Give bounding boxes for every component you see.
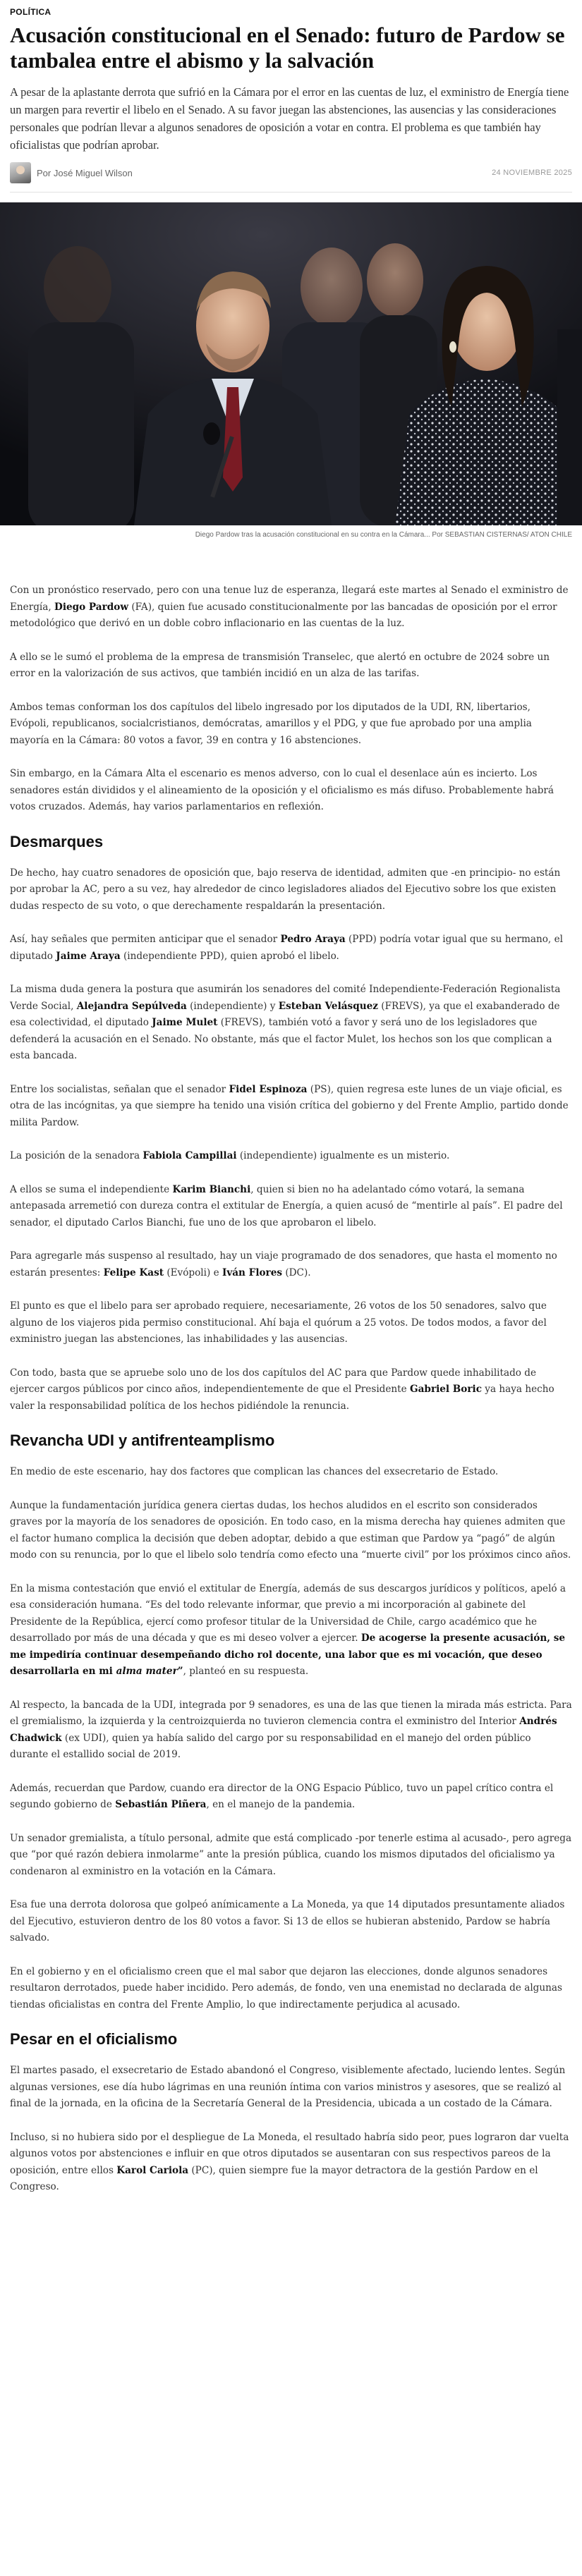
person-name: Pedro Araya	[280, 934, 346, 945]
author-avatar[interactable]	[10, 162, 31, 183]
person-name: Fidel Espinoza	[229, 1083, 308, 1095]
text-run: (FREVS), también votó a favor y será uno de los legisladores que defenderá la acusación en el Senado. No obstante, más que el factor Mulet, los hechos son los que complican a esta bancada.	[10, 1017, 552, 1061]
paragraph: El punto es que el libelo para ser aprobado requiere, necesariamente, 26 votos de los 50 senadores, salvo que alguno de los viajeros pida permiso constitucional. Ahí baja el quórum a 25 votos. De todos modos, a favor del exministro juegan las abstenciones, las inhabilidades y las ausencias.	[10, 1300, 547, 1345]
text-run: (FREVS), ya que el exabanderado de esa colectividad, el diputado	[10, 1000, 560, 1028]
section-heading: Desmarques	[10, 832, 104, 850]
paragraph	[10, 1082, 572, 1132]
paragraph: Aunque la fundamentación jurídica genera ciertas dudas, los hechos aludidos en el escrito son considerados graves por la mayoría de los senadores de oposición. En todo caso, en la misma derecha hay quienes admiten que el factor humano complica la decisión que deben adoptar, debido a que estiman que Pardow ya “pagó” de algún modo con su renuncia, por lo que el libelo solo tendría como efecto una “muerte civil” por los próximos cinco años.	[10, 1499, 571, 1561]
section-tag[interactable]: POLÍTICA	[10, 7, 51, 17]
person-name: Diego Pardow	[54, 601, 129, 613]
text-run: ya haya hecho valer la responsabilidad política de los hechos pidiéndole la renuncia.	[10, 1384, 554, 1412]
text-run: Incluso, si no hubiera sido por el despliegue de La Moneda, el resultado habría sido peor, pues lograron dar vuelta algunos votos por abstenciones e influir en que otros diputados se ausentaran con sus respectivos pareos de la oposición, entre ellos	[10, 2131, 569, 2176]
paragraph	[10, 982, 572, 1065]
text-run: , quien si bien no ha adelantado cómo votará, la semana antepasada arremetió con dureza contra el extitular de Energía, a quien acusó de “mentirle al país”. El padre del senador, el diputado Carlos Bianchi, fue uno de los que aprobaron el libelo.	[10, 1183, 563, 1228]
text-run: Entre los socialistas, señalan que el senador	[10, 1083, 229, 1095]
person-name: Jaime Mulet	[152, 1017, 218, 1028]
paragraph	[10, 1148, 572, 1165]
hero-photo	[0, 202, 582, 525]
text-run: (PC), quien siempre fue la mayor detractora de la gestión Pardow en el Congreso.	[10, 2164, 538, 2192]
text-run: (FA), quien fue acusado constitucionalmente por las bancadas de oposición por el error metodológico que derivó en un doble cobro inflacionario en las cuentas de la luz.	[10, 601, 557, 629]
paragraph: Ambos temas conforman los dos capítulos del libelo ingresado por los diputados de la UDI, RN, libertarios, Evópoli, republicanos, socialcristianos, demócratas, amarillos y el PDG, y que fue aprobado por una amplia mayoría en la Cámara: 80 votos a favor, 39 en contra y 16 abstenciones.	[10, 701, 532, 746]
text-run: A ellos se suma el independiente	[10, 1183, 173, 1195]
author-byline[interactable]: Por José Miguel Wilson	[37, 167, 133, 178]
text-run: (independiente) y	[186, 1000, 279, 1012]
photo-caption: Diego Pardow tras la acusación constitucional en su contra en la Cámara... Por SEBASTIAN CISTERNAS/ ATON CHILE	[195, 531, 572, 539]
text-run: (PPD) podría votar igual que su hermano, el diputado	[10, 934, 563, 962]
text-run: , planteó en su respuesta.	[183, 1666, 309, 1677]
text-run: Con un pronóstico reservado, pero con una tenue luz de esperanza, llegará este martes al Senado el exministro de Energía,	[10, 585, 569, 613]
person-name: Esteban Velásquez	[278, 1000, 378, 1012]
text-run: La posición de la senadora	[10, 1150, 143, 1161]
headline: Acusación constitucional en el Senado: futuro de Pardow se tambalea entre el abismo y la salvación	[10, 23, 565, 73]
person-name: Karol Cariola	[116, 2164, 189, 2176]
paragraph	[10, 1781, 572, 1814]
text-run: Además, recuerdan que Pardow, cuando era director de la ONG Espacio Público, tuvo un papel crítico contra el segundo gobierno de	[10, 1782, 554, 1810]
paragraph: De hecho, hay cuatro senadores de oposición que, bajo reserva de identidad, admiten que -en principio- no están por aprobar la AC, pero a su vez, hay alrededor de cinco legisladores aliados del Ejecutivo sobre los que existen dudas respecto de su voto, o que derechamente respaldarán la presentación.	[10, 867, 561, 912]
text-run: En la misma contestación que envió el extitular de Energía, además de sus descargos jurídicos y políticos, apeló a esa consideración humana. “Es del todo relevante informar, que previo a mi incorporación al gabinete del Presidente de la República, ejercí como profesor titular de la Universidad de Chile, cargo académico que he desarrollado por más de una década y que es mi deseo volver a ejercer.	[10, 1582, 566, 1644]
paragraph: Sin embargo, en la Cámara Alta el escenario es menos adverso, con lo cual el desenlace aún es incierto. Los senadores están divididos y el alineamiento de la oposición y el oficialismo es más difuso. Probablemente habrá votos cruzados. Además, hay varios parlamentarios en reflexión.	[10, 768, 554, 812]
person-name: Alejandra Sepúlveda	[76, 1000, 187, 1012]
person-name: Fabiola Campillai	[143, 1150, 237, 1161]
article-header	[0, 0, 582, 193]
section-heading: Pesar en el oficialismo	[10, 2030, 178, 2048]
text-run: (independiente) igualmente es un misterio.	[236, 1150, 450, 1161]
text-run: (Evópoli) e	[164, 1266, 222, 1278]
paragraph: En medio de este escenario, hay dos factores que complican las chances del exsecretario de Estado.	[10, 1466, 499, 1477]
paragraph	[10, 1697, 572, 1764]
person-name: Sebastián Piñera	[115, 1799, 207, 1810]
person-name: Karim Bianchi	[172, 1183, 251, 1195]
person-name: Felipe Kast	[103, 1266, 164, 1278]
paragraph	[10, 1248, 572, 1281]
text-run: La misma duda genera la postura que asumirán los senadores del comité Independiente-Federación Regionalista Verde Social,	[10, 984, 561, 1012]
paragraph: Un senador gremialista, a título personal, admite que está complicado -por tenerle estima al acusado-, pero agrega que “por qué razón debiera inmolarme” ante la presión pública, cuando los mismos diputados del oficialismo ya condenaron al exministro en la votación en la Cámara.	[10, 1832, 572, 1877]
section-heading: Revancha UDI y antifrenteamplismo	[10, 1432, 275, 1449]
paragraph	[10, 932, 572, 965]
person-name: Iván Flores	[222, 1266, 283, 1278]
paragraph: Esa fue una derrota dolorosa que golpeó anímicamente a La Moneda, ya que 14 diputados presuntamente aliados del Ejecutivo, estuvieron dentro de los 80 votos a favor. Si 13 de ellos se hubieran abstenido, Pardow se habría salvado.	[10, 1899, 565, 1943]
author-block	[10, 162, 133, 183]
text-run: Con todo, basta que se apruebe solo uno de los dos capítulos del AC para que Pardow quede inhabilitado de ejercer cargos públicos por cinco años, independientemente de que el Presidente	[10, 1367, 537, 1395]
byline-row	[10, 162, 572, 193]
person-name: Andrés Chadwick	[10, 1716, 557, 1744]
dek: A pesar de la aplastante derrota que sufrió en la Cámara por el error en las cuentas de luz, el exministro de Energía tiene un margen para revertir el libelo en el Senado. A su favor juegan las abstenciones, las ausencias y las consideraciones personales que podrían llevar a algunos senadores de oposición a votar en contra. El problema es que también hay oficialistas que podrían aprobar.	[10, 85, 569, 152]
text-run: , en el manejo de la pandemia.	[206, 1799, 356, 1810]
paragraph	[10, 582, 572, 633]
publish-date: 24 NOVIEMBRE 2025	[492, 169, 572, 177]
person-name: alma mater	[116, 1666, 178, 1677]
person-name: ”	[177, 1666, 183, 1677]
article-body	[0, 582, 582, 2196]
paragraph: En el gobierno y en el oficialismo creen que el mal sabor que dejaron las elecciones, donde algunos senadores resultaron derrotados, puede haber incidido. Pero además, de fondo, ven una enemistad no declarada de algunas tiendas oficialistas en contra del Frente Amplio, lo que indirectamente perjudica al acusado.	[10, 1965, 562, 2010]
person-name: Jaime Araya	[56, 950, 121, 962]
text-run: Para agregarle más suspenso al resultado, hay un viaje programado de dos senadores, que hasta el momento no estarán presentes:	[10, 1250, 557, 1278]
paragraph	[10, 1365, 572, 1415]
paragraph	[10, 1581, 572, 1680]
paragraph	[10, 1182, 572, 1232]
text-run: Al respecto, la bancada de la UDI, integrada por 9 senadores, es una de las que tienen la mirada más estricta. Para el gremialismo, la izquierda y la centroizquierda no tuvieron clemencia contra el exministro del Interior	[10, 1699, 572, 1727]
text-run: Así, hay señales que permiten anticipar que el senador	[10, 934, 281, 945]
person-name: De acogerse la presente acusación, se me impediría continuar desempeñando dicho rol docente, una labor que es mi vocación, que deseo desarrollarla en mi	[10, 1632, 566, 1677]
text-run: (ex UDI), quien ya había salido del cargo por su responsabilidad en el manejo del orden público durante el estallido social de 2019.	[10, 1732, 531, 1760]
paragraph: A ello se le sumó el problema de la empresa de transmisión Transelec, que alertó en octubre de 2024 sobre un error en la valorización de sus activos, que también incidió en un alza de las tarifas.	[10, 651, 550, 679]
text-run: (DC).	[282, 1266, 311, 1278]
text-run: (independiente PPD), quien aprobó el libelo.	[120, 950, 339, 962]
person-name: Gabriel Boric	[410, 1384, 482, 1395]
text-run: (PS), quien regresa este lunes de un viaje oficial, es otra de las incógnitas, ya que siempre ha tenido una visión crítica del gobierno y del Frente Amplio, partido donde milita Pardow.	[10, 1083, 569, 1128]
paragraph	[10, 2130, 572, 2196]
hero-photo-illustration	[0, 202, 582, 525]
paragraph: El martes pasado, el exsecretario de Estado abandonó el Congreso, visiblemente afectado, luciendo lentes. Según algunas versiones, ese día hubo lágrimas en una reunión íntima con varios ministros y asesores, que se realizó al final de la jornada, en la oficina de la Secretaría General de la Presidencia, ubicada a un costado de la Cámara.	[10, 2065, 566, 2109]
